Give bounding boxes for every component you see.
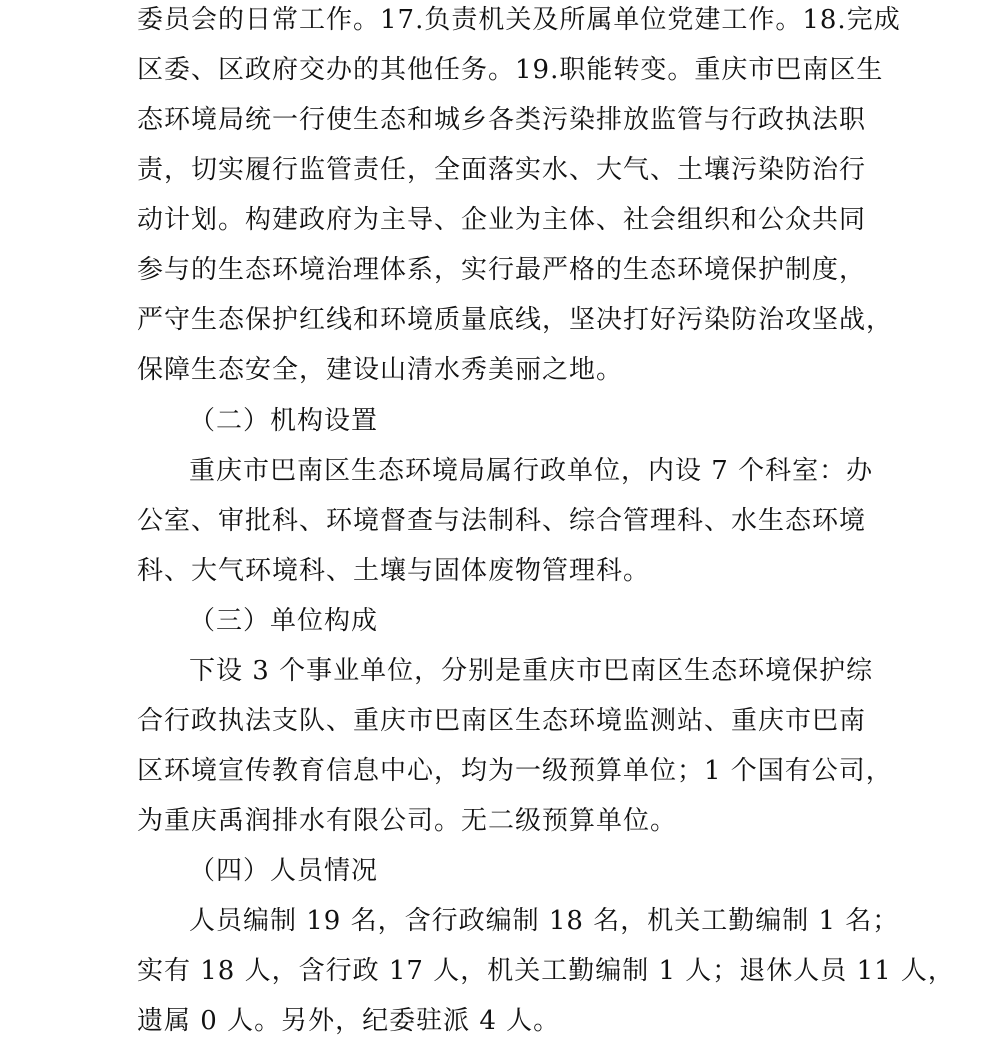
paragraph-line: 实有 18 人，含行政 17 人，机关工勤编制 1 人；退休人员 11 人， bbox=[137, 956, 955, 986]
paragraph-line: 科、大气环境科、土壤与固体废物管理科。 bbox=[137, 556, 651, 586]
paragraph-line: 下设 3 个事业单位，分别是重庆市巴南区生态环境保护综 bbox=[189, 656, 874, 686]
paragraph-line: 遗属 0 人。另外，纪委驻派 4 人。 bbox=[137, 1006, 561, 1036]
paragraph-line: 责，切实履行监管责任，全面落实水、大气、土壤污染防治行 bbox=[137, 155, 867, 185]
paragraph-line: 区环境宣传教育信息中心，均为一级预算单位；1 个国有公司， bbox=[137, 756, 893, 786]
section-heading: （四）人员情况 bbox=[189, 856, 379, 886]
paragraph-line: 态环境局统一行使生态和城乡各类污染排放监管与行政执法职 bbox=[137, 105, 867, 135]
paragraph-line: 重庆市巴南区生态环境局属行政单位，内设 7 个科室：办 bbox=[189, 456, 874, 486]
paragraph-line: 保障生态安全，建设山清水秀美丽之地。 bbox=[137, 355, 624, 385]
paragraph-line: 参与的生态环境治理体系，实行最严格的生态环境保护制度， bbox=[137, 255, 867, 285]
paragraph-line: 公室、审批科、环境督查与法制科、综合管理科、水生态环境 bbox=[137, 506, 867, 536]
section-heading: （二）机构设置 bbox=[189, 406, 379, 436]
paragraph-line: 委员会的日常工作。17.负责机关及所属单位党建工作。18.完成 bbox=[137, 5, 901, 35]
paragraph-line: 区委、区政府交办的其他任务。19.职能转变。重庆市巴南区生 bbox=[137, 55, 884, 85]
paragraph-line: 合行政执法支队、重庆市巴南区生态环境监测站、重庆市巴南 bbox=[137, 706, 867, 736]
paragraph-line: 动计划。构建政府为主导、企业为主体、社会组织和公众共同 bbox=[137, 205, 867, 235]
section-heading: （三）单位构成 bbox=[189, 606, 379, 636]
paragraph-line: 为重庆禹润排水有限公司。无二级预算单位。 bbox=[137, 806, 678, 836]
paragraph-line: 严守生态保护红线和环境质量底线，坚决打好污染防治攻坚战， bbox=[137, 305, 894, 335]
paragraph-line: 人员编制 19 名，含行政编制 18 名，机关工勤编制 1 名； bbox=[189, 906, 900, 936]
